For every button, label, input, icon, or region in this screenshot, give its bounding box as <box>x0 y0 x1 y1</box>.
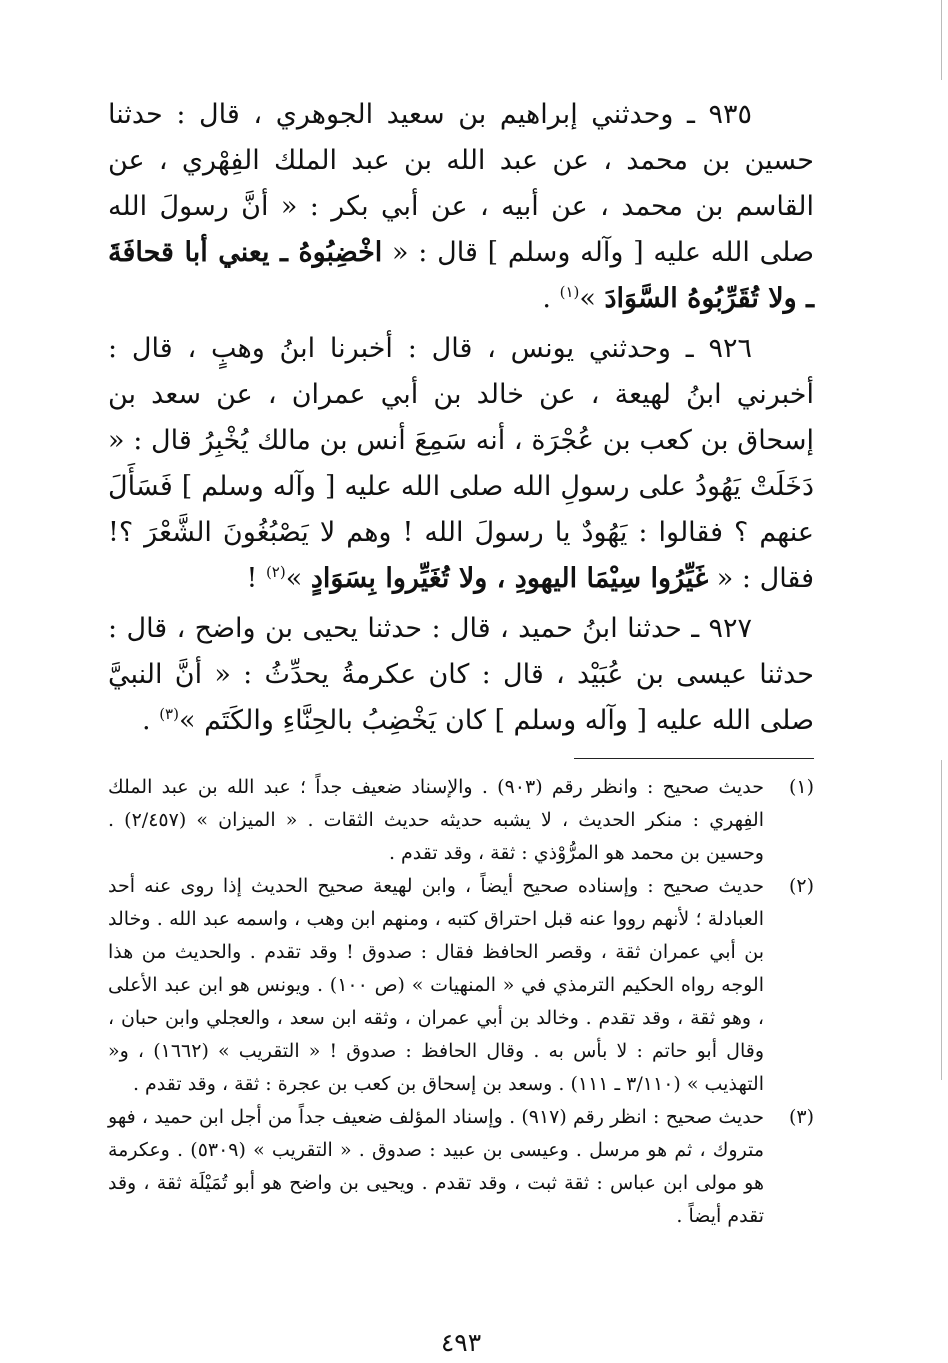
hadith-927 <box>108 606 814 744</box>
footnote-ref: (٢) <box>265 563 286 581</box>
footnote-text: حديث صحيح : وإسناده صحيح أيضاً ، وابن لهيعة صحيح الحديث إذا روى عنه أحد العبادلة ؛ لأنهم رووا عنه قبل احتراق كتبه ، ومنهم ابن وهب ، واسمه عبد الله . وخالد بن أبي عمران ثقة ، وقصر الحافظ فقال : صدوق ! وقد تقدم . والحديث من هذا الوجه رواه الحكيم الترمذي في « المنهيات » (ص ١٠٠) . ويونس هو ابن عبد الأعلى ، وهو ثقة ، وقد تقدم . وخالد بن أبي عمران ، وثقه ابن سعد ، والعجلي وابن حبان ، وقال أبو حاتم : لا بأس به . وقال الحافظ : صدوق ! « التقريب » (١٦٦٢) ، و« التهذيب » (٣/١١٠ ـ ١١١) . وسعد بن إسحاق بن كعب بن عجرة : ثقة ، وقد تقدم . <box>108 875 764 1095</box>
footnote-ref: (٣) <box>159 705 179 723</box>
hadith-926 <box>108 326 814 602</box>
hadith-number: ٩٢٧ <box>708 613 752 644</box>
scan-edge-line <box>941 0 942 80</box>
footnotes <box>108 771 814 1233</box>
hadith-quote: غَيِّرُوا سِيْمَا اليهودِ ، ولا تُغَيِّروا بِسَوَادٍ <box>310 563 709 594</box>
hadith-text: ـ وحدثني يونس ، قال : أخبرنا ابنُ وهبٍ ، قال : أخبرني ابنُ لهيعة ، عن خالد بن أبي عمران ، عن سعد بن إسحاق بن كعب بن عُجْرَة ، أنه سَمِعَ أنس بن مالك يُخْبِرُ قال : « دَخَلَتْ يَهُودُ على رسولِ الله صلى الله عليه [ وآله وسلم ] فَسَأَلَ عنهم ؟ فقالوا : يَهُودٌ يا رسولَ الله ! وهم لا يَصْبُغُونَ الشَّعْرَ ؟! فقال : « <box>108 333 814 594</box>
book-page <box>108 92 814 1357</box>
hadith-935 <box>108 92 814 322</box>
closing-punct: ! <box>246 563 266 594</box>
hadith-number: ٩٣٥ <box>708 99 752 130</box>
footnote-ref: (١) <box>559 283 580 301</box>
closing-punct: . <box>542 283 560 314</box>
footnote-text: حديث صحيح : انظر رقم (٩١٧) . وإسناد المؤلف ضعيف جداً من أجل ابن حميد ، فهو متروك ، ثم هو مرسل . وعيسى بن عبيد : صدوق . « التقريب » (٥٣٠٩) . وعكرمة هو مولى ابن عباس : ثقة ثبت ، وقد تقدم . ويحيى بن واضح هو أبو تُمَيْلَة ثقة ، وقد تقدم أيضاً . <box>108 1106 764 1227</box>
footnote-text: حديث صحيح : وانظر رقم (٩٠٣) . والإسناد ضعيف جداً ؛ عبد الله بن عبد الملك الفِهري : منكر الحديث ، لا يشبه حديثه حديث الثقات . « الميزان » (٢/٤٥٧) . وحسين بن محمد هو المرُّوْذي : ثقة ، وقد تقدم . <box>108 776 765 864</box>
quote-close: » <box>579 283 596 314</box>
main-text <box>108 92 814 744</box>
hadith-text: ـ وحدثني إبراهيم بن سعيد الجوهري ، قال : حدثنا حسين بن محمد ، عن عبد الله بن عبد الملك الفِهْري ، عن القاسم بن محمد ، عن أبيه ، عن أبي بكر : « أنَّ رسولَ الله صلى الله عليه [ وآله وسلم ] قال : « <box>108 99 814 268</box>
footnote-marker: (١) <box>788 776 814 798</box>
footnote-marker: (٢) <box>788 875 814 897</box>
scan-edge-line <box>941 760 942 1080</box>
closing-punct: . <box>142 705 160 736</box>
footnote-3 <box>108 1101 814 1233</box>
footnote-marker: (٣) <box>788 1106 814 1128</box>
footnote-divider <box>574 758 814 759</box>
hadith-quote: اخْضِبُوهُ ـ يعني أبا قحافَةَ ـ ولا تُقَرِّبُوهُ السَّوَادَ <box>108 237 814 314</box>
page-number: ٤٩٣ <box>440 1328 482 1357</box>
hadith-text: ـ حدثنا ابنُ حميد ، قال : حدثنا يحيى بن واضح ، قال : حدثنا عيسى بن عُبَيْد ، قال : كان عكرمةُ يحدِّثُ : « أنَّ النبيَّ صلى الله عليه [ وآله وسلم ] كان يَخْضِبُ بالحِنَّاءِ والكَتَم » <box>108 613 814 736</box>
footnote-2 <box>108 870 814 1101</box>
footnote-1 <box>108 771 814 870</box>
quote-close: » <box>285 563 303 594</box>
hadith-number: ٩٢٦ <box>708 333 752 364</box>
